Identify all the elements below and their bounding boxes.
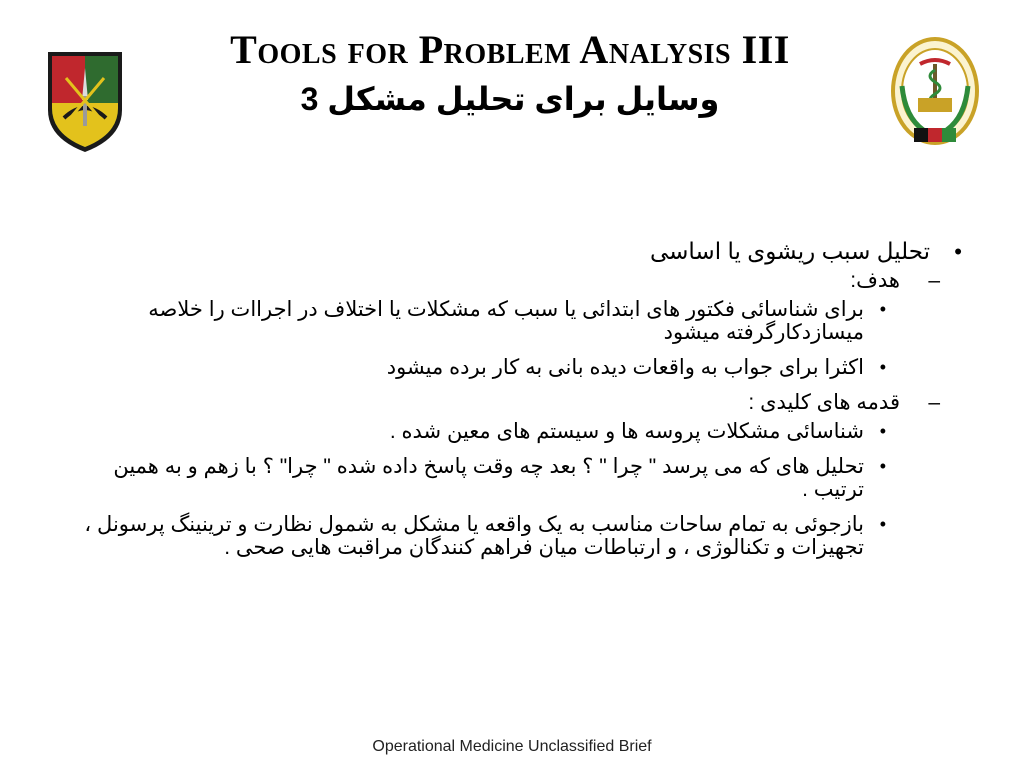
sub-bullet-text: قدمه های کلیدی :	[748, 391, 900, 414]
list-item-text: بازجوئی به تمام ساحات مناسب به یک واقعه یا مشکل به شمول نظارت و ترینینگ پرسونل ، تجهیزات و تکنالوژی ، و ارتباطات میان فراهم کنندگان مراقبت هایی صحی .	[84, 513, 864, 559]
list-item	[60, 455, 890, 501]
dash-marker: –	[928, 269, 940, 292]
bullet-marker: •	[879, 299, 886, 319]
bullet-marker: •	[879, 514, 886, 534]
dash-marker: –	[928, 391, 940, 414]
list-item-text: تحلیل های که می پرسد " چرا " ؟ بعد چه وقت پاسخ داده شده " چرا" ؟ با زهم و به همین ترتیب .	[113, 455, 864, 501]
bullet-text: تحلیل سبب ریشوی یا اساسی	[649, 238, 930, 264]
military-shield-logo	[44, 48, 126, 156]
bullet-root-cause-analysis	[60, 240, 970, 263]
bullet-marker: •	[879, 421, 886, 441]
page-subtitle-farsi: وسایل برای تحلیل مشکل 3	[300, 81, 720, 117]
sub-bullet-key-steps	[60, 391, 940, 414]
slide-content	[60, 240, 970, 571]
list-item	[60, 420, 890, 443]
bullet-marker: •	[879, 456, 886, 476]
bullet-marker: •	[879, 357, 886, 377]
footer-text: Operational Medicine Unclassified Brief	[372, 738, 652, 755]
list-item-text: برای شناسائی فکتور های ابتدائی یا سبب که مشکلات یا اختلاف در اجراات را خلاصه میسازدکارگرفته میشود	[148, 298, 864, 344]
list-item-text: اکثرا برای جواب به واقعات دیده بانی به کار برده میشود	[386, 356, 864, 379]
medical-seal-logo	[890, 36, 980, 150]
list-item	[60, 356, 890, 379]
list-item	[60, 298, 890, 344]
sub-bullet-text: هدف:	[850, 269, 900, 292]
bullet-marker: •	[954, 239, 962, 264]
page-title: Tools for Problem Analysis III	[230, 27, 790, 72]
list-item-text: شناسائی مشکلات پروسه ها و سیستم های معین شده .	[389, 420, 864, 443]
list-item	[60, 513, 890, 559]
sub-bullet-goal	[60, 269, 940, 292]
